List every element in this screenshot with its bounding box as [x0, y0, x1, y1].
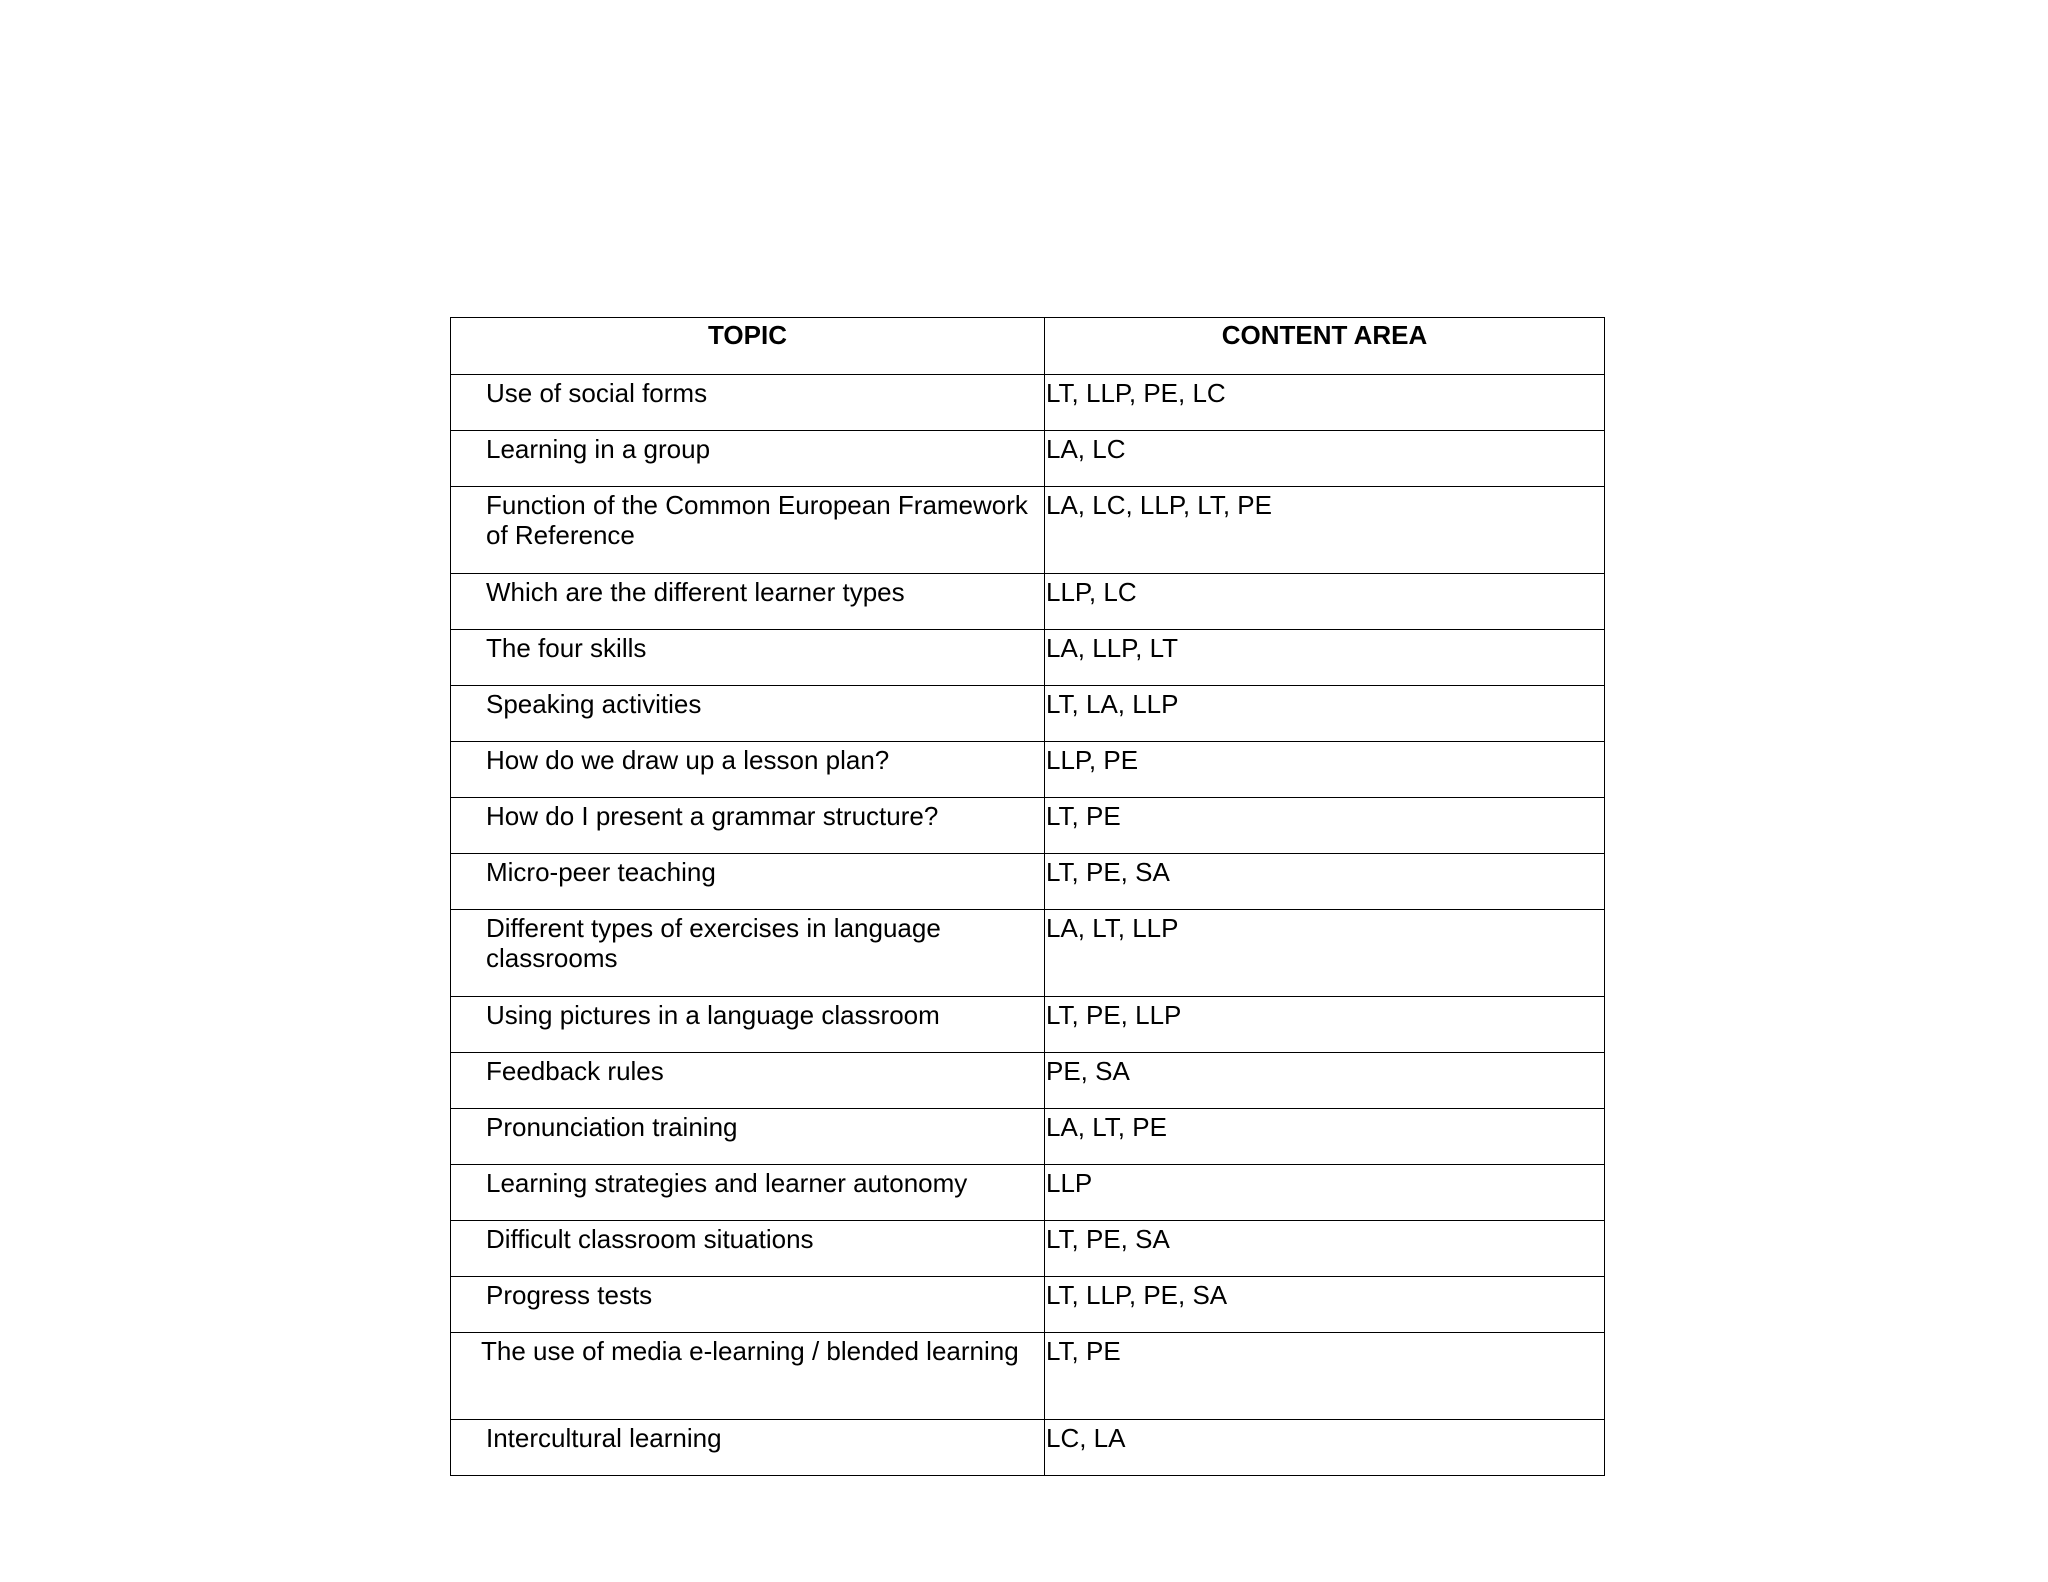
content-area-cell: LT, LLP, PE, SA	[1045, 1277, 1605, 1333]
topic-cell: The use of media e-learning / blended learning	[451, 1333, 1045, 1420]
table-row	[451, 1277, 1605, 1333]
table-row	[451, 1109, 1605, 1165]
table-row	[451, 1420, 1605, 1476]
topic-content-table	[450, 317, 1605, 1476]
content-area-column-header: CONTENT AREA	[1045, 318, 1605, 375]
topic-cell: Use of social forms	[451, 375, 1045, 431]
content-area-cell: LA, LT, LLP	[1045, 910, 1605, 997]
content-area-cell: LA, LC	[1045, 431, 1605, 487]
topic-cell: How do I present a grammar structure?	[451, 798, 1045, 854]
topic-cell: Which are the different learner types	[451, 574, 1045, 630]
table-row	[451, 910, 1605, 997]
topic-cell: Learning strategies and learner autonomy	[451, 1165, 1045, 1221]
content-area-cell: LT, PE, LLP	[1045, 997, 1605, 1053]
content-area-cell: LLP, PE	[1045, 742, 1605, 798]
content-area-cell: LA, LLP, LT	[1045, 630, 1605, 686]
table-row	[451, 487, 1605, 574]
topic-cell: Progress tests	[451, 1277, 1045, 1333]
content-area-cell: LC, LA	[1045, 1420, 1605, 1476]
topic-cell: Pronunciation training	[451, 1109, 1045, 1165]
table-header-row	[451, 318, 1605, 375]
table-row	[451, 574, 1605, 630]
topic-cell: Different types of exercises in language classrooms	[451, 910, 1045, 997]
topic-cell: Feedback rules	[451, 1053, 1045, 1109]
table-row	[451, 1221, 1605, 1277]
topic-column-header: TOPIC	[451, 318, 1045, 375]
topic-cell: Learning in a group	[451, 431, 1045, 487]
table-row	[451, 1333, 1605, 1420]
topic-cell: Speaking activities	[451, 686, 1045, 742]
topic-cell: Function of the Common European Framework of Reference	[451, 487, 1045, 574]
content-area-cell: LT, LLP, PE, LC	[1045, 375, 1605, 431]
content-area-cell: LT, PE, SA	[1045, 854, 1605, 910]
content-area-cell: LT, PE, SA	[1045, 1221, 1605, 1277]
content-area-cell: LT, PE	[1045, 1333, 1605, 1420]
table-row	[451, 686, 1605, 742]
topic-cell: Micro-peer teaching	[451, 854, 1045, 910]
table-row	[451, 798, 1605, 854]
table-row	[451, 997, 1605, 1053]
topic-cell: Intercultural learning	[451, 1420, 1045, 1476]
content-area-cell: LLP	[1045, 1165, 1605, 1221]
content-area-cell: LT, LA, LLP	[1045, 686, 1605, 742]
content-area-cell: PE, SA	[1045, 1053, 1605, 1109]
table-row	[451, 1053, 1605, 1109]
table-row	[451, 375, 1605, 431]
table-row	[451, 630, 1605, 686]
topic-cell: How do we draw up a lesson plan?	[451, 742, 1045, 798]
table-row	[451, 854, 1605, 910]
table-row	[451, 742, 1605, 798]
topic-cell: Difficult classroom situations	[451, 1221, 1045, 1277]
table-row	[451, 1165, 1605, 1221]
content-area-cell: LA, LT, PE	[1045, 1109, 1605, 1165]
table-row	[451, 431, 1605, 487]
topic-cell: The four skills	[451, 630, 1045, 686]
topic-cell: Using pictures in a language classroom	[451, 997, 1045, 1053]
content-area-cell: LLP, LC	[1045, 574, 1605, 630]
content-area-cell: LT, PE	[1045, 798, 1605, 854]
content-area-cell: LA, LC, LLP, LT, PE	[1045, 487, 1605, 574]
